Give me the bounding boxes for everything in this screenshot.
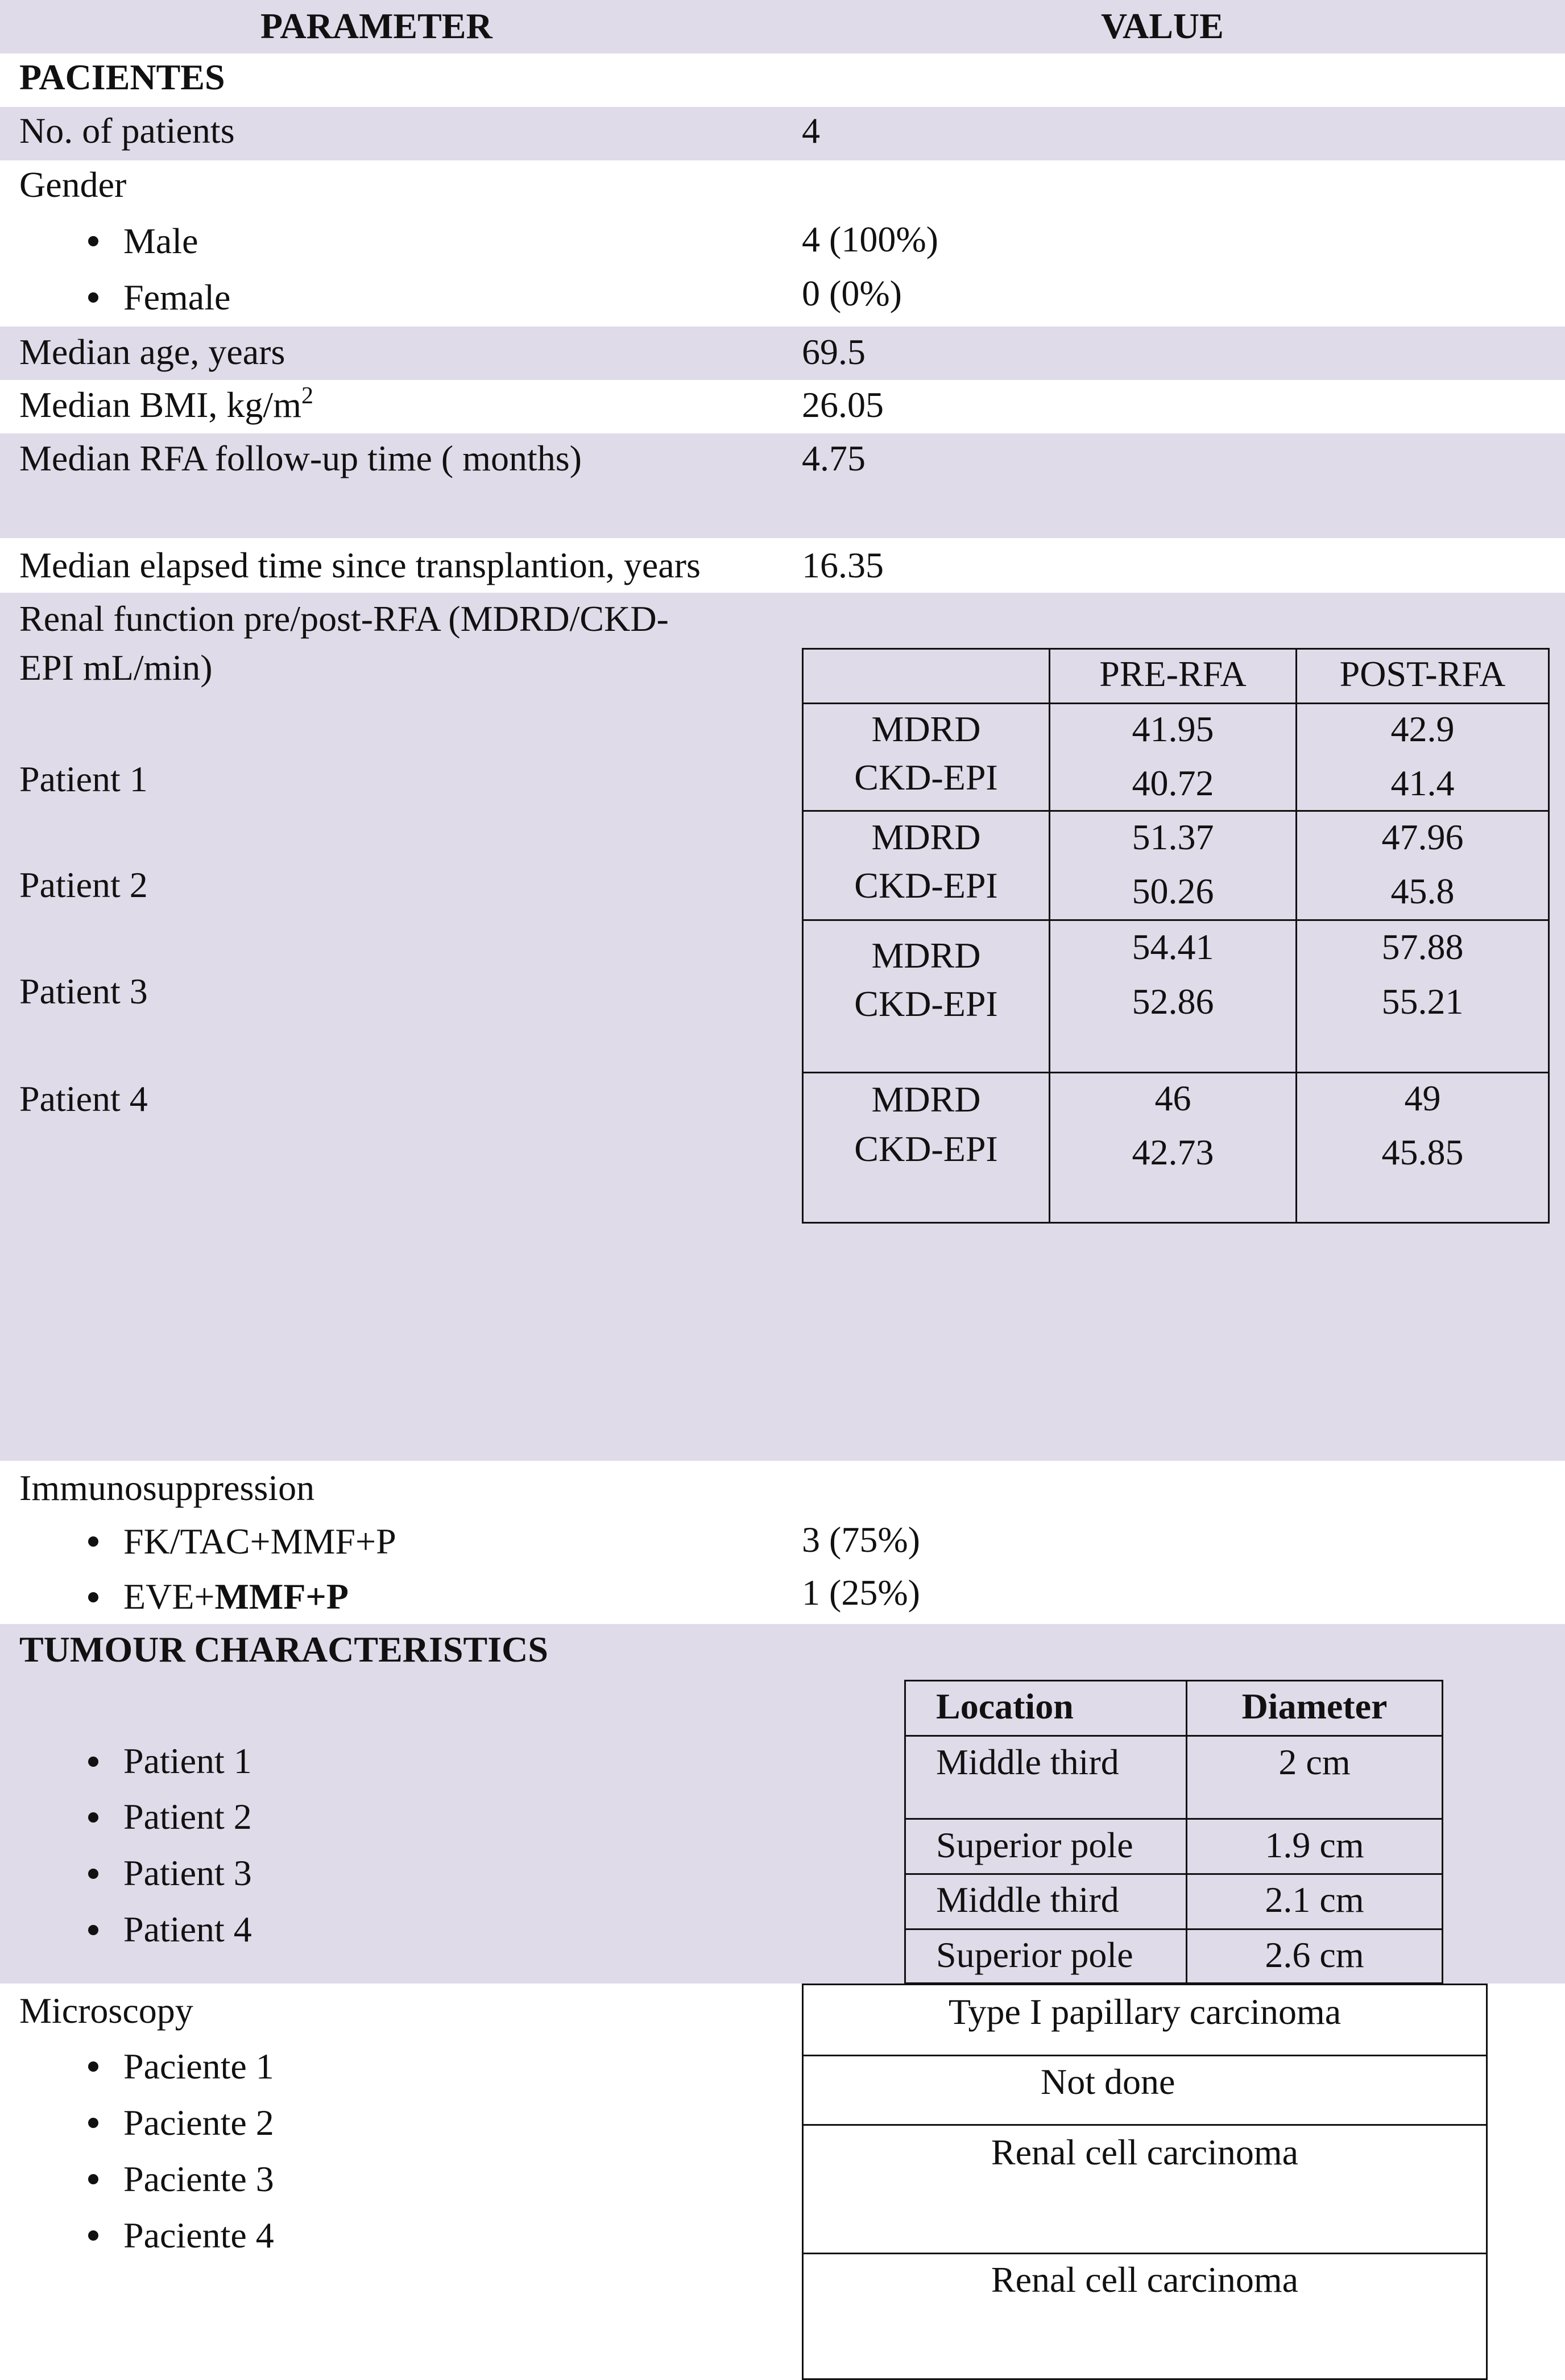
- renal-value-cell: 50.26: [1132, 871, 1214, 911]
- followup-label: Median RFA follow-up time ( months): [19, 438, 582, 478]
- immuno2-value: 1 (25%): [802, 1572, 920, 1613]
- renal-value-cell: 40.72: [1132, 763, 1214, 803]
- microscopy-result-cell: Renal cell carcinoma: [991, 2132, 1299, 2172]
- microscopy-patient-1: Paciente 1: [123, 2046, 274, 2086]
- num-patients-value: 4: [802, 110, 820, 151]
- renal-patient-1-label: Patient 1: [19, 759, 148, 799]
- renal-value-cell: 51.37: [1132, 817, 1214, 857]
- microscopy-patient-4: Paciente 4: [123, 2215, 274, 2255]
- renal-value-cell: 41.95: [1132, 709, 1214, 749]
- bullet-icon: [88, 1812, 98, 1823]
- bullet-icon: [88, 1536, 98, 1547]
- microscopy-table-divider: [802, 2124, 1488, 2126]
- bmi-label: [19, 383, 313, 425]
- tumour-patient-3: Patient 3: [123, 1853, 252, 1893]
- renal-value-cell: 52.86: [1132, 981, 1214, 1022]
- renal-value-cell: 49: [1404, 1078, 1441, 1118]
- immuno-label: Immunosuppression: [19, 1468, 315, 1508]
- male-label: Male: [123, 221, 198, 261]
- immuno2-label-bold: MMF+P: [214, 1576, 349, 1617]
- microscopy-table-border: [802, 1984, 1488, 2380]
- renal-value-cell: 54.41: [1132, 927, 1214, 967]
- renal-value-cell: 47.96: [1381, 817, 1464, 857]
- renal-table-divider: [802, 919, 1550, 921]
- bullet-icon: [88, 236, 98, 246]
- immuno2-label: [123, 1576, 349, 1617]
- renal-value-cell: 46: [1154, 1078, 1191, 1118]
- microscopy-patient-2: Paciente 2: [123, 2102, 274, 2143]
- immuno2-label-plain: EVE+: [123, 1576, 215, 1617]
- microscopy-patient-3: Paciente 3: [123, 2159, 274, 2199]
- female-label: Female: [123, 277, 231, 317]
- bullet-icon: [88, 2174, 98, 2184]
- bmi-superscript: 2: [301, 383, 313, 409]
- tumour-table-divider: [904, 1735, 1443, 1737]
- row-band-num-patients: [0, 107, 1565, 160]
- renal-metric-ckdepi: CKD-EPI: [854, 984, 998, 1024]
- renal-value-cell: 45.8: [1390, 871, 1455, 911]
- renal-metric-ckdepi: CKD-EPI: [854, 1129, 998, 1169]
- bullet-icon: [88, 1757, 98, 1767]
- renal-metric-mdrd: MDRD: [871, 935, 981, 976]
- renal-patient-3-label: Patient 3: [19, 971, 148, 1011]
- age-value: 69.5: [802, 332, 866, 372]
- renal-value-cell: 41.4: [1390, 763, 1455, 803]
- renal-value-cell: 42.9: [1390, 709, 1455, 749]
- tumour-location-cell: Superior pole: [936, 1935, 1133, 1975]
- tumour-location-cell: Middle third: [936, 1742, 1119, 1782]
- immuno1-value: 3 (75%): [802, 1519, 920, 1560]
- tumour-patient-2: Patient 2: [123, 1796, 252, 1837]
- tumour-diameter-cell: 2.1 cm: [1265, 1879, 1364, 1920]
- renal-value-cell: 57.88: [1381, 927, 1464, 967]
- renal-value-cell: 42.73: [1132, 1132, 1214, 1172]
- tumour-col-diameter: Diameter: [1241, 1686, 1388, 1726]
- microscopy-table-divider: [802, 2253, 1488, 2254]
- gender-label: Gender: [19, 164, 127, 205]
- renal-label-line1: Renal function pre/post-RFA (MDRD/CKD-: [19, 598, 669, 639]
- age-label: Median age, years: [19, 332, 285, 372]
- num-patients-label: No. of patients: [19, 110, 235, 151]
- tumour-table-divider: [904, 1873, 1443, 1875]
- tumour-location-cell: Middle third: [936, 1879, 1119, 1920]
- bullet-icon: [88, 1592, 98, 1602]
- section-title-tumour: TUMOUR CHARACTERISTICS: [19, 1629, 548, 1670]
- renal-value-cell: 55.21: [1381, 981, 1464, 1022]
- bullet-icon: [88, 292, 98, 303]
- renal-metric-ckdepi: CKD-EPI: [854, 865, 998, 906]
- elapsed-label: Median elapsed time since transplantion, years: [19, 545, 701, 585]
- tumour-diameter-cell: 1.9 cm: [1265, 1825, 1364, 1865]
- renal-value-cell: 45.85: [1381, 1132, 1464, 1172]
- tumour-table-divider: [904, 1818, 1443, 1820]
- renal-table-divider: [802, 810, 1550, 812]
- microscopy-table-divider: [802, 2055, 1488, 2056]
- male-value: 4 (100%): [802, 219, 938, 259]
- header-parameter: PARAMETER: [260, 6, 492, 46]
- bullet-icon: [88, 2230, 98, 2241]
- bullet-icon: [88, 2061, 98, 2072]
- bmi-label-text: Median BMI, kg/m: [19, 385, 301, 425]
- section-title-patients: PACIENTES: [19, 57, 225, 97]
- renal-col-post-header: POST-RFA: [1339, 654, 1506, 694]
- renal-col-pre-header: PRE-RFA: [1099, 654, 1247, 694]
- tumour-col-location: Location: [936, 1686, 1074, 1726]
- followup-value: 4.75: [802, 438, 866, 478]
- tumour-location-cell: Superior pole: [936, 1825, 1133, 1865]
- tumour-patient-1: Patient 1: [123, 1741, 252, 1781]
- renal-metric-mdrd: MDRD: [871, 709, 981, 749]
- tumour-table-divider: [904, 1928, 1443, 1930]
- tumour-diameter-cell: 2 cm: [1278, 1742, 1351, 1782]
- header-value: VALUE: [1101, 6, 1224, 46]
- tumour-diameter-cell: 2.6 cm: [1265, 1935, 1364, 1975]
- bullet-icon: [88, 1925, 98, 1935]
- renal-metric-ckdepi: CKD-EPI: [854, 757, 998, 798]
- bullet-icon: [88, 2118, 98, 2128]
- microscopy-result-cell: Not done: [1041, 2061, 1175, 2102]
- immuno1-label: FK/TAC+MMF+P: [123, 1521, 396, 1561]
- bullet-icon: [88, 1869, 98, 1879]
- renal-table-divider: [802, 1072, 1550, 1073]
- renal-patient-2-label: Patient 2: [19, 865, 148, 905]
- renal-metric-mdrd: MDRD: [871, 817, 981, 857]
- bmi-value: 26.05: [802, 385, 884, 425]
- female-value: 0 (0%): [802, 273, 902, 313]
- microscopy-result-cell: Renal cell carcinoma: [991, 2259, 1299, 2300]
- renal-metric-mdrd: MDRD: [871, 1079, 981, 1119]
- tumour-patient-4: Patient 4: [123, 1909, 252, 1949]
- renal-patient-4-label: Patient 4: [19, 1079, 148, 1119]
- microscopy-result-cell: Type I papillary carcinoma: [948, 1991, 1342, 2032]
- elapsed-value: 16.35: [802, 545, 884, 585]
- renal-label-line2: EPI mL/min): [19, 647, 213, 688]
- header-band: [0, 0, 1565, 53]
- microscopy-label: Microscopy: [19, 1990, 193, 2031]
- renal-table-divider: [802, 703, 1550, 704]
